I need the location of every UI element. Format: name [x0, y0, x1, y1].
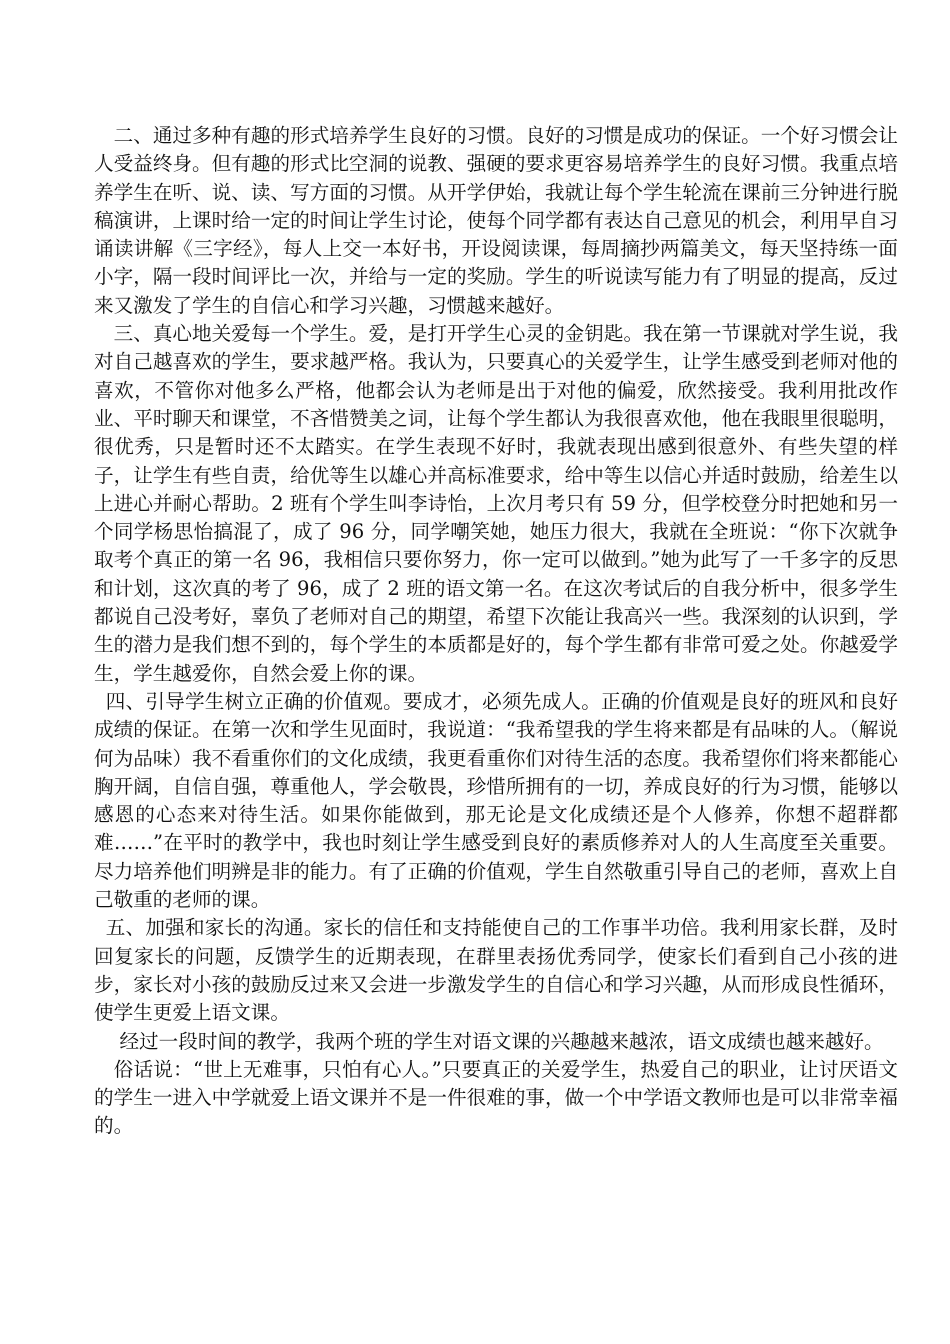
paragraph-care: 三、真心地关爱每一个学生。爱，是打开学生心灵的金钥匙。我在第一节课就对学生说，我对自己越喜欢的学生，要求越严格。我认为，只要真心的关爱学生，让学生感受到老师对他的喜欢，不管你对他多么严格，他都会认为老师是出于对他的偏爱，欣然接受。我利用批改作业、平时聊天和课堂，不吝惜赞美之词，让每个学生都认为我很喜欢他，他在我眼里很聪明，很优秀，只是暂时还不太踏实。在学生表现不好时，我就表现出感到很意外、有些失望的样子，让学生有些自责，给优等生以雄心并高标准要求，给中等生以信心并适时鼓励，给差生以上进心并耐心帮助。2 班有个学生叫李诗怡，上次月考只有 59 分，但学校登分时把她和另一个同学杨思怡搞混了，成了 96 分，同学嘲笑她，她压力很大，我就在全班说：“你下次就争取考个真正的第一名 96，我相信只要你努力，你一定可以做到。”她为此写了一千多字的反思和计划，这次真的考了 96，成了 2 班的语文第一名。在这次考试后的自我分析中，很多学生都说自己没考好，辜负了老师对自己的期望，希望下次能让我高兴一些。我深刻的认识到，学生的潜力是我们想不到的，每个学生的本质都是好的，每个学生都有非常可爱之处。你越爱学生，学生越爱你，自然会爱上你的课。 — [94, 322, 898, 685]
paragraph-conclusion: 俗话说：“世上无难事，只怕有心人。”只要真正的关爱学生，热爱自己的职业，让讨厌语文的学生一进入中学就爱上语文课并不是一件很难的事，做一个中学语文教师也是可以非常幸福的。 — [94, 1057, 898, 1138]
paragraph-results: 经过一段时间的教学，我两个班的学生对语文课的兴趣越来越浓，语文成绩也越来越好。 — [119, 1029, 884, 1053]
paragraph-parents: 五、加强和家长的沟通。家长的信任和支持能使自己的工作事半功倍。我利用家长群，及时回复家长的问题，反馈学生的近期表现，在群里表扬优秀同学，使家长们看到自己小孩的进步，家长对小孩的鼓励反过来又会进一步激发学生的自信心和学习兴趣，从而形成良性循环，使学生更爱上语文课。 — [94, 916, 898, 1025]
document-page — [94, 122, 898, 1141]
paragraph-values: 四、引导学生树立正确的价值观。要成才，必须先成人。正确的价值观是良好的班风和良好成绩的保证。在第一次和学生见面时，我说道：“我希望我的学生将来都是有品味的人。（解说何为品味）我不看重你们的文化成绩，我更看重你们对待生活的态度。我希望你们将来都能心胸开阔，自信自强，尊重他人，学会敬畏，珍惜所拥有的一切，养成良好的行为习惯，能够以感恩的心态来对待生活。如果你能做到，那无论是文化成绩还是个人修养，你想不超群都难……”在平时的教学中，我也时刻让学生感受到良好的素质修养对人的人生高度至关重要。尽力培养他们明辨是非的能力。有了正确的价值观，学生自然敬重引导自己的老师，喜欢上自己敬重的老师的课。 — [94, 689, 898, 912]
paragraph-habits: 二、通过多种有趣的形式培养学生良好的习惯。良好的习惯是成功的保证。一个好习惯会让人受益终身。但有趣的形式比空洞的说教、强硬的要求更容易培养学生的良好习惯。我重点培养学生在听、说、读、写方面的习惯。从开学伊始，我就让每个学生轮流在课前三分钟进行脱稿演讲，上课时给一定的时间让学生讨论，使每个同学都有表达自己意见的机会，利用早自习诵读讲解《三字经》，每人上交一本好书，开设阅读课，每周摘抄两篇美文，每天坚持练一面小字，隔一段时间评比一次，并给与一定的奖励。学生的听说读写能力有了明显的提高，反过来又激发了学生的自信心和学习兴趣，习惯越来越好。 — [94, 124, 898, 317]
